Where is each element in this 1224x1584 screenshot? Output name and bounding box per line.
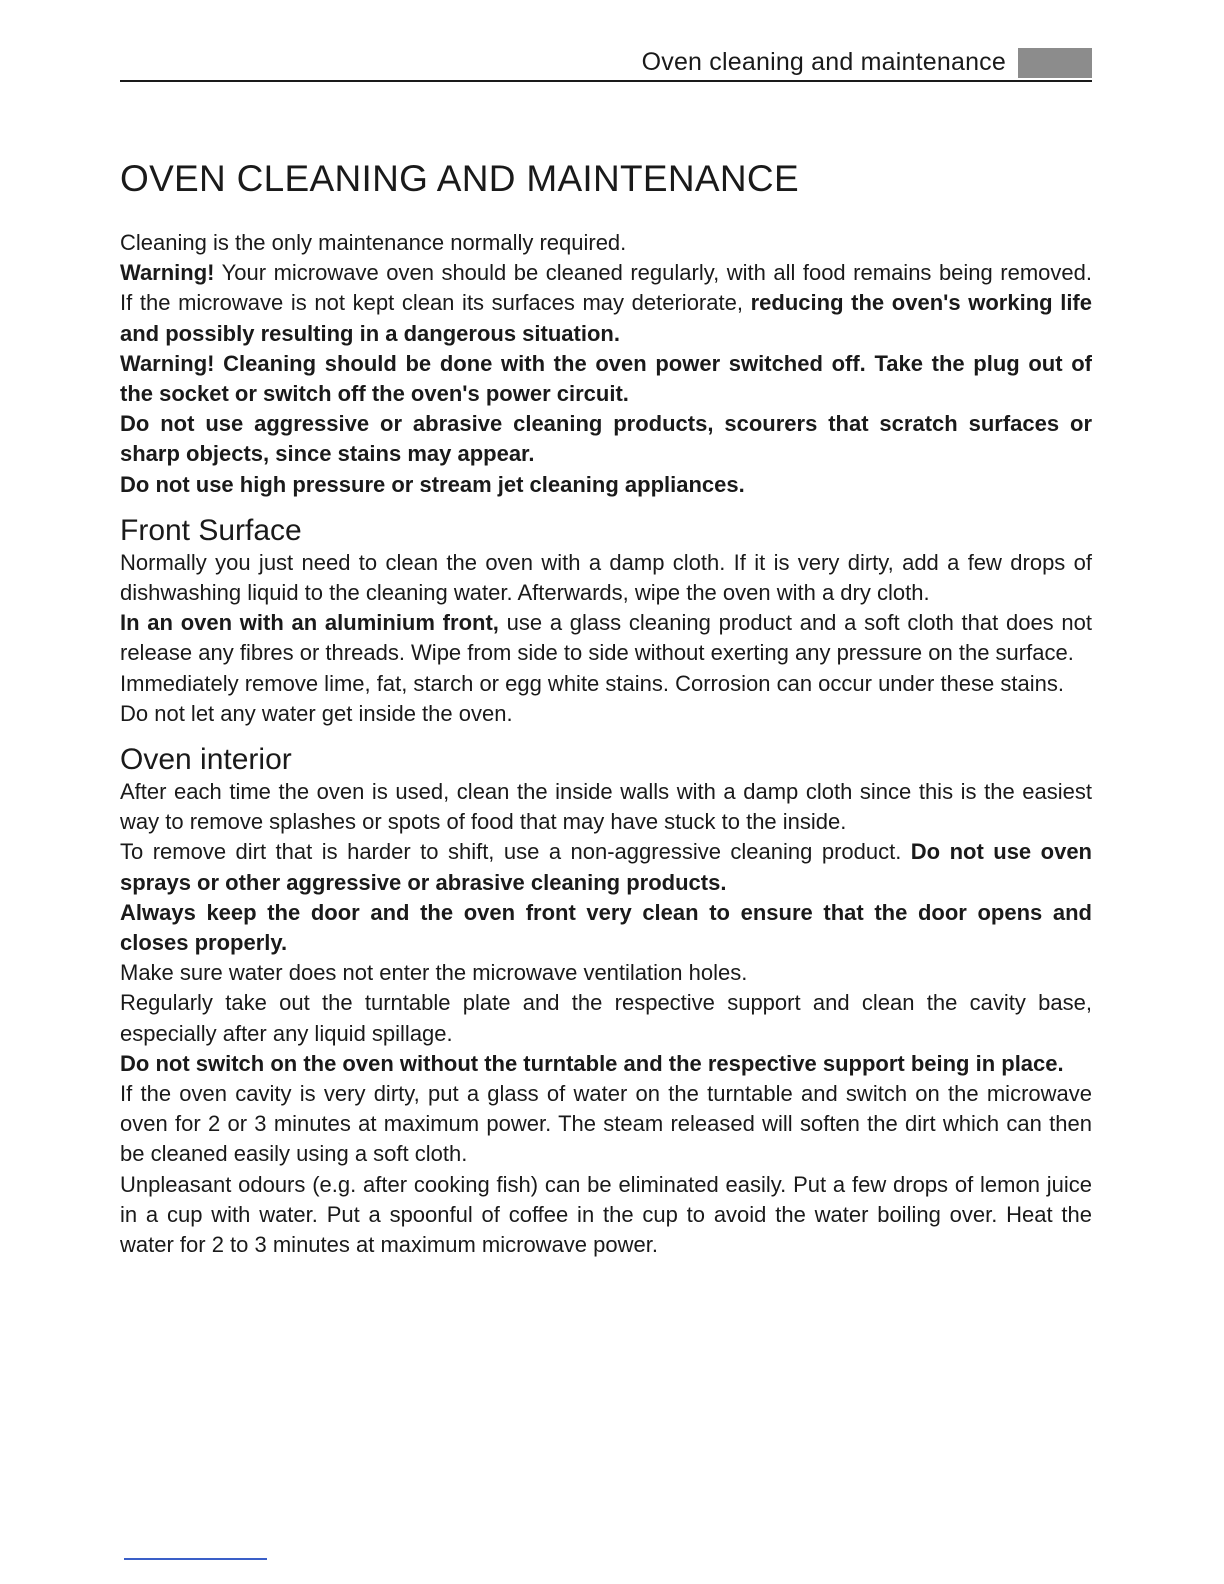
turntable-warning: Do not switch on the oven without the turntable and the respective support being in place.: [120, 1050, 1064, 1076]
high-pressure-warning: Do not use high pressure or stream jet cleaning appliances.: [120, 471, 745, 497]
page-content: [120, 150, 1092, 1260]
oven-interior-paragraph-2-text: To remove dirt that is harder to shift, use a non-aggressive cleaning product.: [120, 839, 911, 865]
oven-interior-heading: Oven interior: [120, 743, 292, 777]
footer-rule: [124, 1558, 267, 1560]
header-tab-marker: [1018, 48, 1092, 78]
ventilation-note: Make sure water does not enter the microwave ventilation holes.: [120, 960, 748, 986]
page-title: OVEN CLEANING AND MAINTENANCE: [120, 158, 799, 199]
front-surface-paragraph-4: Do not let any water get inside the oven.: [120, 700, 513, 726]
front-surface-paragraph-2: [120, 608, 1092, 668]
front-surface-paragraph-3: Immediately remove lime, fat, starch or egg white stains. Corrosion can occur under these stains.: [120, 670, 1064, 696]
warning-text: Your microwave oven should be cleaned regularly, with all food remains being removed. If the microwave is not kept clean its surfaces may deteriorate,: [120, 260, 1092, 316]
running-header: [120, 44, 1092, 82]
abrasive-warning: Do not use aggressive or abrasive cleaning products, scourers that scratch surfaces or sharp objects, since stains may appear.: [120, 411, 1092, 467]
oven-interior-paragraph-2: [120, 837, 1092, 897]
intro-paragraph-1: Cleaning is the only maintenance normally required.: [120, 230, 627, 255]
door-clean-warning: Always keep the door and the oven front very clean to ensure that the door opens and closes properly.: [120, 899, 1092, 956]
warning-label: Warning!: [120, 260, 215, 286]
oven-interior-paragraph-1: After each time the oven is used, clean the inside walls with a damp cloth since this is the easiest way to remove splashes or spots of food that may have stuck to the inside.: [120, 779, 1092, 835]
oven-interior-paragraph-2-bold: Do not use oven sprays or other aggressive or abrasive cleaning products.: [120, 839, 1092, 895]
warning-text-bold: reducing the oven's working life and possibly resulting in a dangerous situation.: [120, 290, 1092, 346]
front-surface-heading: Front Surface: [120, 513, 302, 547]
power-off-warning: Warning! Cleaning should be done with the oven power switched off. Take the plug out of the socket or switch off the oven's power circuit.: [120, 350, 1092, 407]
aluminium-front-label: In an oven with an aluminium front,: [120, 610, 499, 636]
intro-warning-paragraph: [120, 258, 1092, 349]
odour-removal-note: Unpleasant odours (e.g. after cooking fish) can be eliminated easily. Put a few drops of lemon juice in a cup with water. Put a spoonful of coffee in the cup to avoid the water boiling over. Heat the water for 2 to 3 minutes at maximum microwave power.: [120, 1171, 1092, 1258]
aluminium-front-text: use a glass cleaning product and a soft cloth that does not release any fibres or threads. Wipe from side to side without exerting any pressure on the surface.: [120, 610, 1093, 666]
steam-cleaning-note: If the oven cavity is very dirty, put a glass of water on the turntable and switch on the microwave oven for 2 or 3 minutes at maximum power. The steam released will soften the dirt which can then be cleaned easily using a soft cloth.: [120, 1081, 1092, 1167]
turntable-cleaning-note: Regularly take out the turntable plate and the respective support and clean the cavity base, especially after any liquid spillage.: [120, 990, 1092, 1046]
front-surface-paragraph-1: Normally you just need to clean the oven with a damp cloth. If it is very dirty, add a few drops of dishwashing liquid to the cleaning water. Afterwards, wipe the oven with a dry cloth.: [120, 549, 1092, 606]
running-header-title: Oven cleaning and maintenance: [641, 48, 1006, 76]
